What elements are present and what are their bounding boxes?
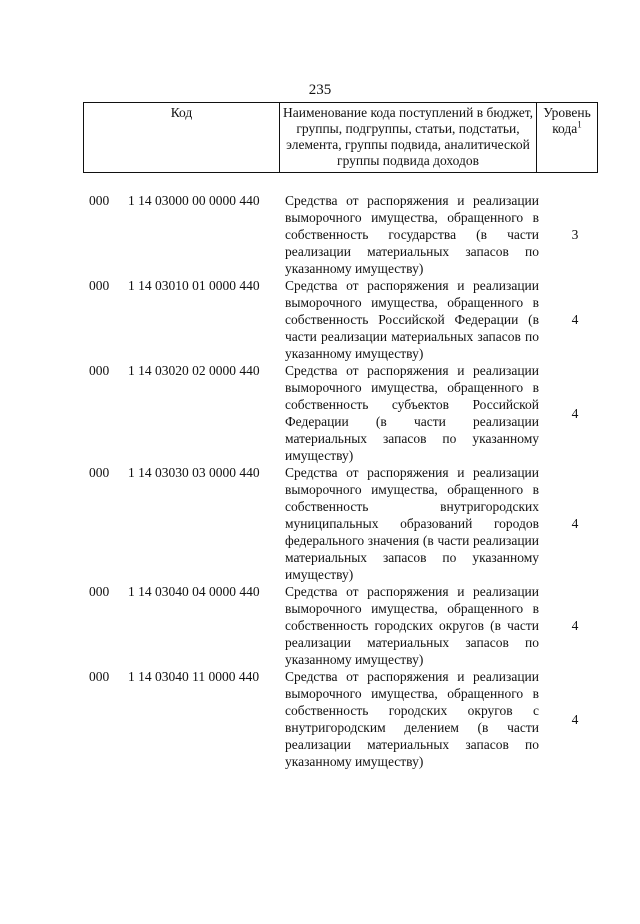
row-prefix: 000 bbox=[89, 193, 110, 208]
header-name-cell bbox=[280, 103, 537, 173]
row-description: Средства от распоряжения и реализации выморочного имущества, обращенного в собственность городских округов (в части реализации материальных запасов по указанному имуществу) bbox=[285, 584, 539, 667]
table-row bbox=[0, 277, 640, 362]
row-code: 1 14 03040 04 0000 440 bbox=[128, 584, 260, 599]
row-code: 1 14 03020 02 0000 440 bbox=[128, 363, 260, 378]
row-level: 4 bbox=[571, 711, 579, 727]
row-prefix: 000 bbox=[89, 584, 110, 599]
header-level-label: Уровень кода bbox=[543, 105, 591, 136]
row-level: 4 bbox=[571, 618, 579, 633]
footnote-mark: 1 bbox=[577, 119, 582, 130]
code-list bbox=[0, 192, 640, 770]
table-header bbox=[83, 102, 598, 173]
table-row bbox=[0, 362, 640, 464]
header-name-label: Наименование кода поступлений в бюджет, группы, подгруппы, статьи, подстатьи, элемента, группы подвида, аналитической группы подвида доходов bbox=[283, 105, 534, 168]
row-prefix: 000 bbox=[89, 278, 110, 293]
table-row bbox=[0, 668, 640, 770]
page-number: 235 bbox=[308, 82, 332, 98]
table-row bbox=[0, 192, 640, 277]
row-code: 1 14 03010 01 0000 440 bbox=[128, 278, 260, 293]
header-code-cell bbox=[84, 103, 280, 173]
row-prefix: 000 bbox=[89, 363, 110, 378]
row-code: 1 14 03030 03 0000 440 bbox=[128, 465, 260, 480]
row-prefix: 000 bbox=[89, 669, 110, 684]
row-level: 4 bbox=[571, 312, 579, 327]
row-level: 4 bbox=[571, 516, 579, 531]
header-code-label: Код bbox=[170, 105, 193, 120]
row-description: Средства от распоряжения и реализации выморочного имущества, обращенного в собственность Российской Федерации (в части реализации материальных запасов по указанному имуществу) bbox=[285, 278, 539, 361]
row-prefix: 000 bbox=[89, 465, 110, 480]
row-code: 1 14 03040 11 0000 440 bbox=[128, 669, 260, 684]
header-level-cell bbox=[537, 103, 598, 173]
row-description: Средства от распоряжения и реализации выморочного имущества, обращенного в собственность государства (в части реализации материальных запасов по указанному имуществу) bbox=[285, 193, 539, 276]
table-row bbox=[0, 464, 640, 583]
table-row bbox=[0, 583, 640, 668]
row-description: Средства от распоряжения и реализации выморочного имущества, обращенного в собственность субъектов Российской Федерации (в части реализации материальных запасов по указанному имуществу) bbox=[285, 363, 539, 463]
row-description: Средства от распоряжения и реализации выморочного имущества, обращенного в собственность городских округов с внутригородским делением (в части реализации материальных запасов по указанному имуществу) bbox=[285, 669, 539, 769]
row-level: 4 bbox=[571, 405, 579, 421]
row-code: 1 14 03000 00 0000 440 bbox=[128, 193, 260, 208]
row-description: Средства от распоряжения и реализации выморочного имущества, обращенного в собственность внутригородских муниципальных образований городов федерального значения (в части реализации материальных запасов по указанному имуществу) bbox=[285, 465, 539, 582]
row-level: 3 bbox=[571, 227, 579, 242]
